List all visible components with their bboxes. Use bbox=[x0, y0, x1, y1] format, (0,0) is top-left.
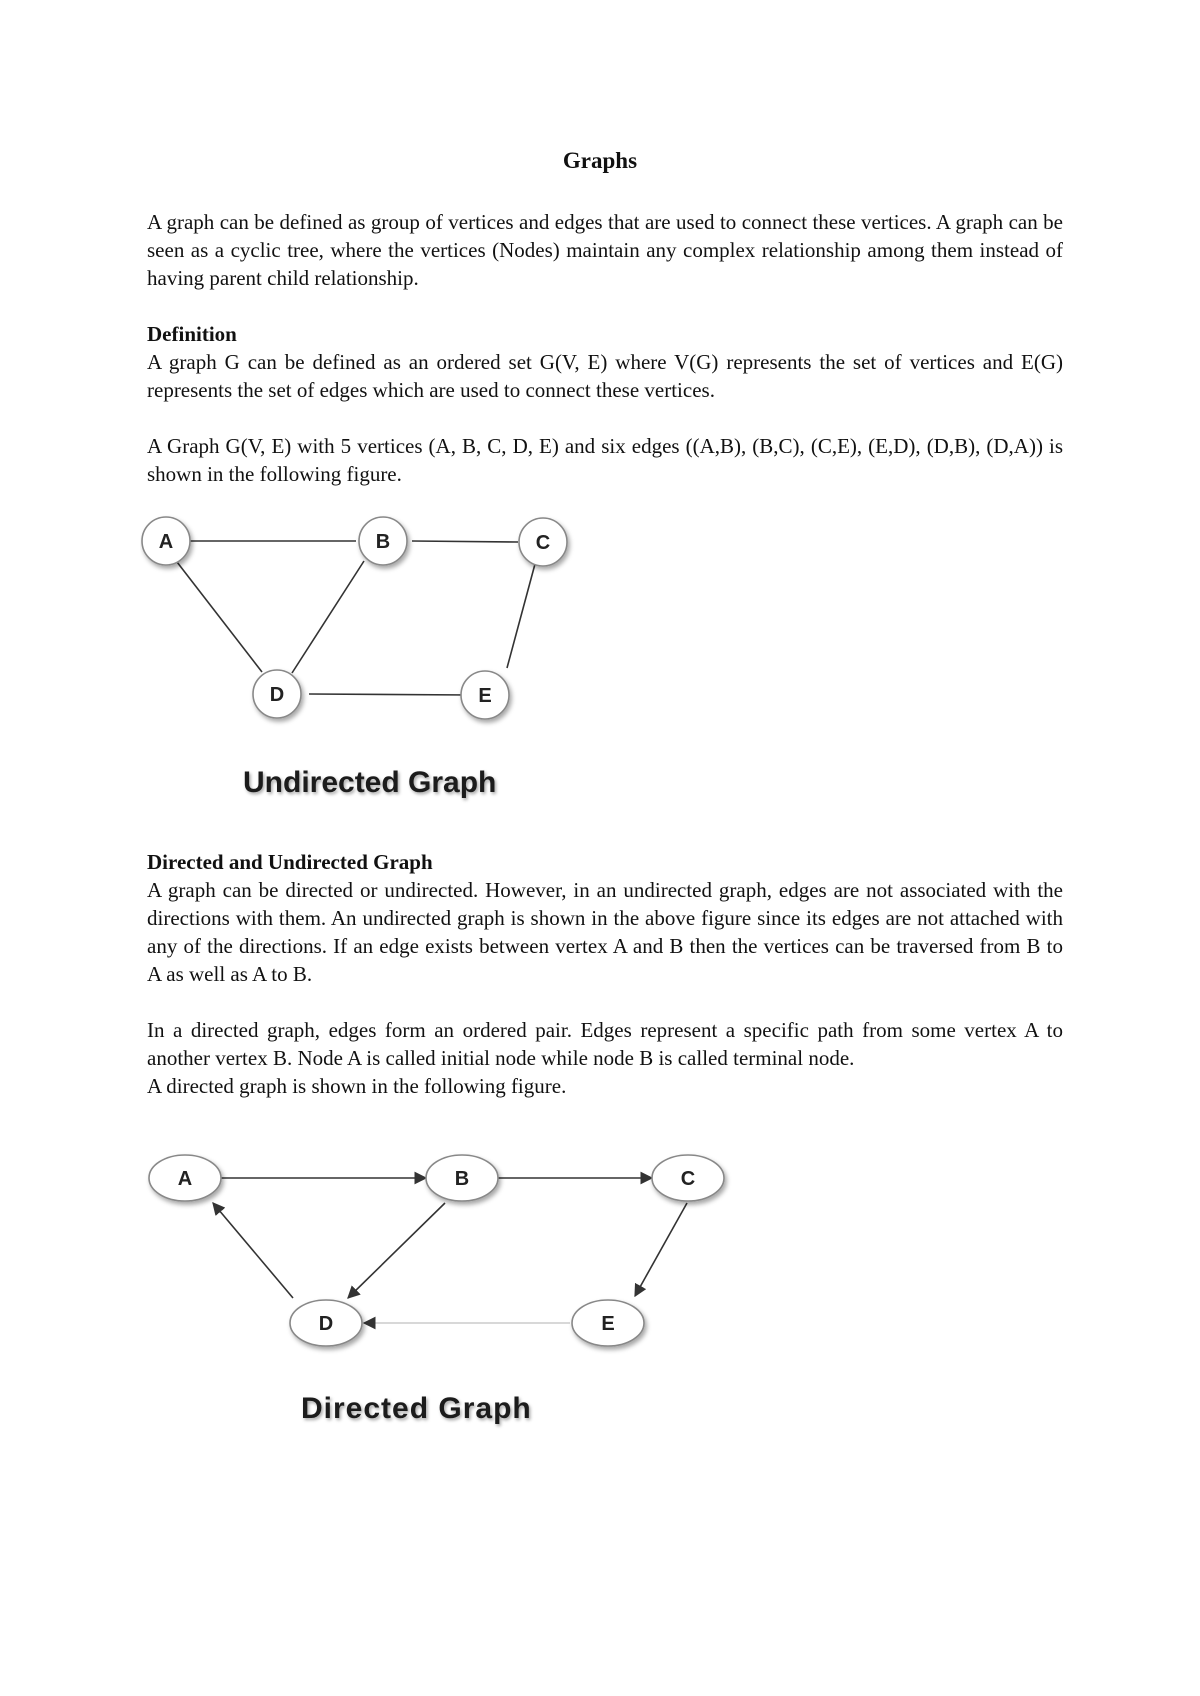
directed-graph-svg bbox=[140, 1148, 760, 1438]
intro-section bbox=[147, 208, 1063, 292]
directed-undirected-section bbox=[147, 848, 1063, 988]
directed-undirected-heading: Directed and Undirected Graph bbox=[147, 850, 433, 874]
node-a bbox=[142, 517, 190, 565]
example-paragraph: A Graph G(V, E) with 5 vertices (A, B, C, D, E) and six edges ((A,B), (B,C), (C,E), (E,D), (D,B), (D,A)) is shown in the following figure. bbox=[147, 434, 1063, 486]
node-e bbox=[461, 671, 509, 719]
node-c bbox=[652, 1155, 724, 1201]
example-section bbox=[147, 432, 1063, 488]
svg-text:A: A bbox=[158, 531, 174, 553]
svg-text:D: D bbox=[269, 684, 285, 706]
node-c bbox=[519, 518, 567, 566]
svg-text:E: E bbox=[478, 685, 492, 707]
node-e bbox=[572, 1300, 644, 1346]
svg-text:A: A bbox=[177, 1168, 193, 1190]
directed-graph-figure bbox=[140, 1148, 760, 1438]
directed-graph-figure-intro: A directed graph is shown in the following figure. bbox=[147, 1074, 567, 1098]
directed-undirected-paragraph: A graph can be directed or undirected. However, in an undirected graph, edges are not associated with the directions with them. An undirected graph is shown in the above figure since its edges are not attached with any of the directions. If an edge exists between vertex A and B then the vertices can be traversed from B to A as well as A to B. bbox=[147, 878, 1063, 986]
edge-c-e bbox=[507, 564, 535, 668]
svg-text:B: B bbox=[375, 531, 391, 553]
edge-b-to-d bbox=[348, 1203, 445, 1298]
definition-section bbox=[147, 320, 1063, 404]
edge-d-to-a bbox=[213, 1203, 293, 1298]
svg-text:C: C bbox=[680, 1168, 696, 1190]
definition-paragraph: A graph G can be defined as an ordered set G(V, E) where V(G) represents the set of vertices and E(G) represents the set of edges which are used to connect these vertices. bbox=[147, 350, 1063, 402]
svg-text:C: C bbox=[535, 532, 551, 554]
node-d bbox=[253, 670, 301, 718]
undirected-graph-figure bbox=[140, 505, 600, 815]
undirected-graph-svg bbox=[140, 505, 600, 815]
edge-d-b bbox=[292, 561, 364, 673]
definition-heading: Definition bbox=[147, 322, 237, 346]
node-b bbox=[426, 1155, 498, 1201]
edge-e-d bbox=[309, 694, 472, 695]
node-b bbox=[359, 517, 407, 565]
edge-b-c bbox=[412, 541, 518, 542]
svg-text:B: B bbox=[454, 1168, 470, 1190]
edge-c-to-e bbox=[635, 1203, 687, 1296]
svg-text:E: E bbox=[601, 1313, 615, 1335]
page-title: Graphs bbox=[562, 148, 638, 173]
edge-d-a bbox=[177, 562, 262, 672]
directed-graph-paragraph: In a directed graph, edges form an ordered pair. Edges represent a specific path from some vertex A to another vertex B. Node A is called initial node while node B is called terminal node. bbox=[147, 1018, 1063, 1070]
undirected-graph-caption: Undirected Graph bbox=[243, 766, 497, 799]
directed-graph-section bbox=[147, 1016, 1063, 1100]
node-d bbox=[290, 1300, 362, 1346]
node-a bbox=[149, 1155, 221, 1201]
svg-text:D: D bbox=[318, 1313, 334, 1335]
intro-paragraph: A graph can be defined as group of vertices and edges that are used to connect these vertices. A graph can be seen as a cyclic tree, where the vertices (Nodes) maintain any complex relationship among them instead of having parent child relationship. bbox=[147, 210, 1063, 290]
directed-graph-caption: Directed Graph bbox=[301, 1392, 532, 1425]
